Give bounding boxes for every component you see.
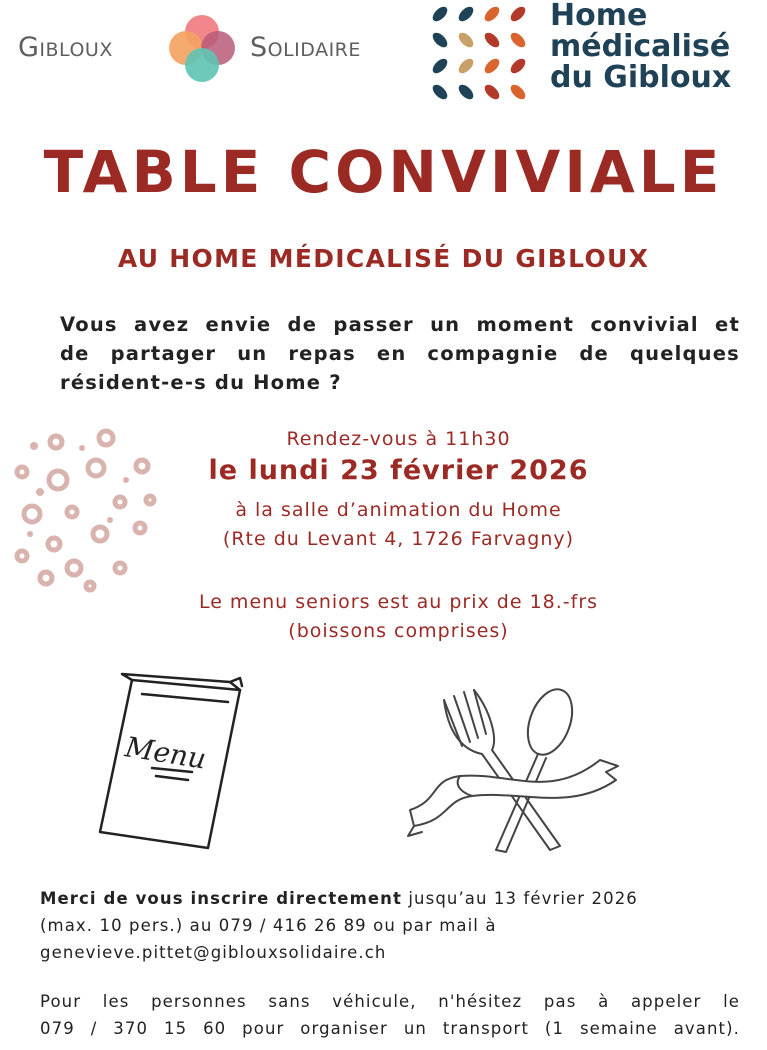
transport-line2: 079 / 370 15 60 pour organiser un transport (1 semaine avant). [40, 1019, 740, 1038]
transport-info [40, 988, 740, 1042]
menu-illustration-word: Menu [122, 730, 209, 776]
intro-line-2: de partager un repas en compagnie de quelques [60, 342, 740, 365]
leaf-grid-icon [428, 4, 533, 102]
menu-price-line2: (boissons comprises) [288, 620, 509, 642]
home-logo-line2: médicalisé [550, 29, 731, 64]
signup-line1 [40, 885, 740, 912]
cutlery-ribbon-icon [400, 680, 625, 860]
page-subtitle: AU HOME MÉDICALISÉ DU GIBLOUX [117, 244, 650, 273]
petals-icon [164, 12, 244, 84]
signup-deadline: jusqu’au 13 février 2026 [402, 889, 638, 908]
home-logo-line1: Home [550, 0, 648, 33]
home-logo-line3: du Gibloux [550, 60, 732, 95]
event-place-line1: à la salle d’animation du Home [235, 499, 562, 521]
home-medicalise-logo [428, 0, 758, 110]
signup-email[interactable]: genevieve.pittet@giblouxsolidaire.ch [40, 943, 387, 962]
intro-line-1: Vous avez envie de passer un moment convivial et [60, 313, 740, 336]
menu-price-line1: Le menu seniors est au prix de 18.-frs [198, 591, 599, 613]
page-title: TABLE CONVIVIALE [43, 138, 724, 206]
intro-line-3: résident-e-s du Home ? [60, 371, 342, 394]
menu-book-icon [92, 672, 252, 852]
logo-word-gibloux: Gibloux [18, 32, 113, 63]
home-logo-text [550, 0, 731, 93]
event-place-line2: (Rte du Levant 4, 1726 Farvagny) [222, 528, 575, 550]
transport-line1: Pour les personnes sans véhicule, n'hésitez pas à appeler le [40, 992, 740, 1011]
logo-word-solidaire: Solidaire [250, 32, 361, 63]
signup-line2: (max. 10 pers.) au 079 / 416 26 89 ou par mail à [40, 916, 497, 935]
signup-bold: Merci de vous inscrire directement [40, 889, 403, 908]
intro-paragraph [60, 310, 740, 397]
gibloux-solidaire-logo [18, 12, 398, 84]
rendezvous-time: Rendez-vous à 11h30 [286, 428, 511, 450]
signup-info [40, 885, 740, 966]
event-place [0, 496, 767, 554]
event-date: le lundi 23 février 2026 [208, 455, 589, 486]
menu-price [0, 588, 767, 646]
